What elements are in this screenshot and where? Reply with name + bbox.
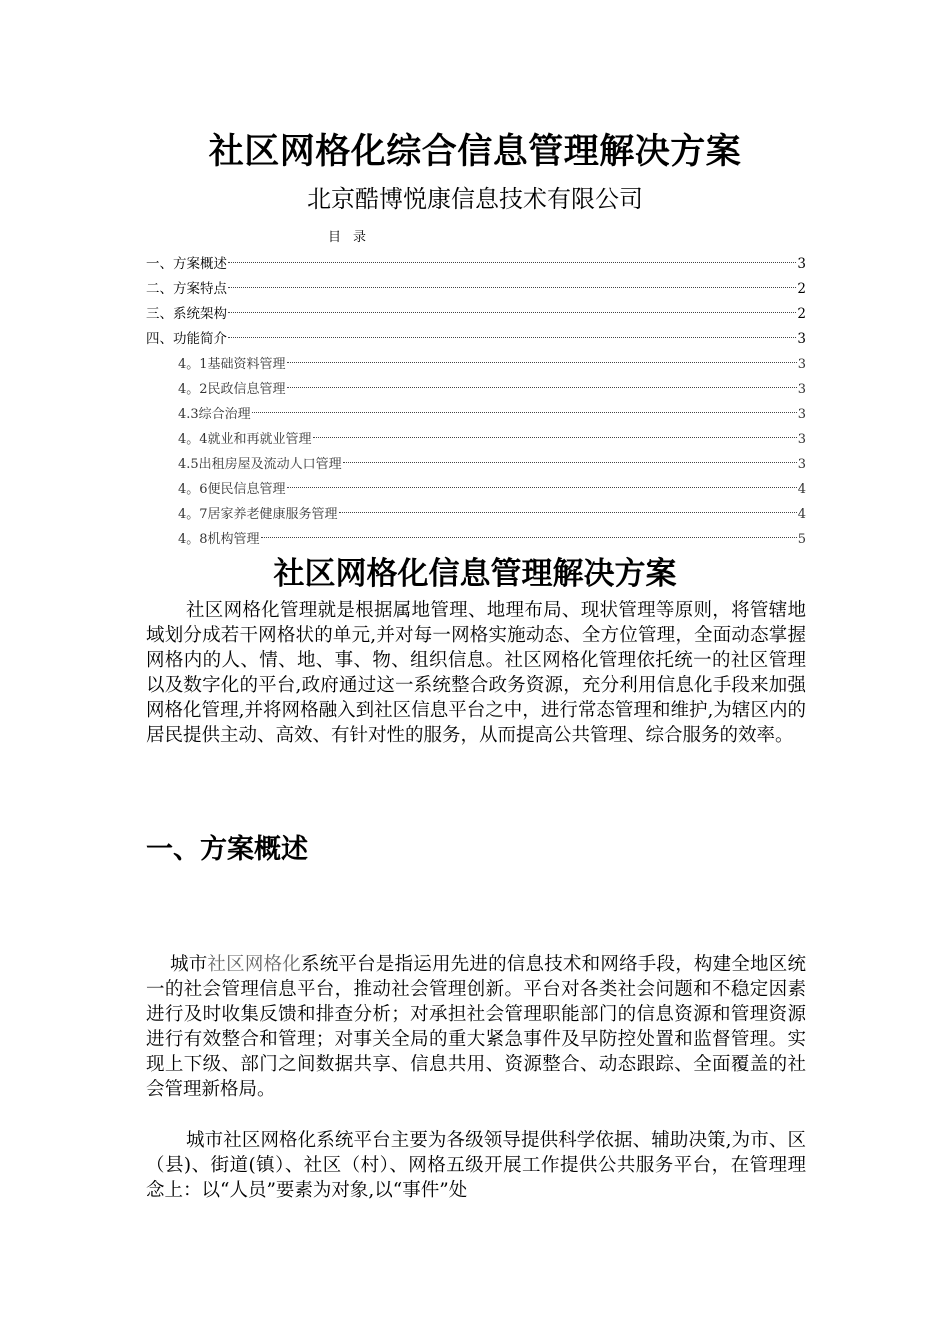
- toc-entry[interactable]: [146, 277, 806, 302]
- toc-leader: [343, 462, 797, 463]
- toc-entry-label: 4。6便民信息管理: [178, 482, 286, 497]
- overview-paragraph-1: [146, 952, 806, 1102]
- heading-overview: 一、方案概述: [146, 834, 308, 865]
- toc-leader: [287, 487, 797, 488]
- toc-leader: [228, 312, 796, 313]
- toc-entry-page: 3: [797, 357, 806, 372]
- toc-entry[interactable]: [146, 302, 806, 327]
- toc-leader: [287, 362, 797, 363]
- toc-subentry[interactable]: [146, 477, 806, 502]
- toc-entry-label: 4。2民政信息管理: [178, 382, 286, 397]
- toc-subentry[interactable]: [146, 527, 806, 552]
- toc-leader: [228, 337, 796, 338]
- toc-leader: [313, 437, 797, 438]
- toc-entry-label: 一、方案概述: [146, 256, 227, 272]
- toc-entry-label: 三、系统架构: [146, 306, 227, 322]
- toc-entry-page: 3: [797, 331, 806, 347]
- toc-entry-label: 4.3综合治理: [178, 407, 251, 422]
- toc-entry[interactable]: [146, 252, 806, 277]
- toc-leader: [261, 537, 797, 538]
- toc-entry-page: 3: [797, 256, 806, 272]
- toc-entry-label: 4。8机构管理: [178, 532, 260, 547]
- toc-entry-page: 4: [797, 507, 806, 522]
- toc-entry-page: 3: [797, 407, 806, 422]
- toc-subentry[interactable]: [146, 452, 806, 477]
- overview-paragraph-2: 城市社区网格化系统平台主要为各级领导提供科学依据、辅助决策,为市、区（县)、街道(镇）、社区（村）、网格五级开展工作提供公共服务平台，在管理理念上：以“人员”要素为对象,以“事件”处: [146, 1130, 806, 1201]
- toc-leader: [339, 512, 797, 513]
- keyword-link[interactable]: 社区网格化: [207, 954, 301, 975]
- toc-subentry[interactable]: [146, 402, 806, 427]
- toc-heading: 目录: [328, 230, 379, 245]
- toc-entry-page: 4: [797, 482, 806, 497]
- section-title: 社区网格化信息管理解决方案: [273, 556, 677, 592]
- toc-entry-label: 4.5出租房屋及流动人口管理: [178, 457, 342, 472]
- toc-leader: [287, 387, 797, 388]
- paragraph-text: 系统平台是指运用先进的信息技术和网络手段，构建全地区统一的社会管理信息平台，推动社会管理创新。平台对各类社会问题和不稳定因素进行及时收集反馈和排查分析；对承担社会管理职能部门的信息资源和管理资源进行有效整合和管理；对事关全局的重大紧急事件及早防控处置和监督管理。实现上下级、部门之间数据共享、信息共用、资源整合、动态跟踪、全面覆盖的社会管理新格局。: [146, 954, 806, 1100]
- toc-entry[interactable]: [146, 327, 806, 352]
- toc-leader: [252, 412, 797, 413]
- toc-entry-page: 5: [797, 532, 806, 547]
- paragraph-text: 城市: [170, 954, 208, 975]
- toc-leader: [228, 262, 796, 263]
- toc-entry-page: 3: [797, 432, 806, 447]
- company-name: 北京酷博悦康信息技术有限公司: [307, 185, 643, 213]
- toc-entry-label: 二、方案特点: [146, 281, 227, 297]
- toc-subentry[interactable]: [146, 427, 806, 452]
- toc-subentry[interactable]: [146, 352, 806, 377]
- toc-entry-label: 4。4就业和再就业管理: [178, 432, 312, 447]
- toc-entry-label: 4。7居家养老健康服务管理: [178, 507, 338, 522]
- toc-entry-page: 2: [797, 306, 806, 322]
- toc-entry-page: 2: [797, 281, 806, 297]
- toc-subentry[interactable]: [146, 502, 806, 527]
- document-title: 社区网格化综合信息管理解决方案: [208, 132, 742, 172]
- toc-entry-label: 4。1基础资料管理: [178, 357, 286, 372]
- intro-paragraph: 社区网格化管理就是根据属地管理、地理布局、现状管理等原则，将管辖地域划分成若干网格状的单元,并对每一网格实施动态、全方位管理，全面动态掌握网格内的人、情、地、事、物、组织信息。社区网格化管理依托统一的社区管理以及数字化的平台,政府通过这一系统整合政务资源，充分利用信息化手段来加强网格化管理,并将网格融入到社区信息平台之中，进行常态管理和维护,为辖区内的居民提供主动、高效、有针对性的服务，从而提高公共管理、综合服务的效率。: [146, 600, 806, 746]
- toc-subentry[interactable]: [146, 377, 806, 402]
- toc-entry-label: 四、功能简介: [146, 331, 227, 347]
- toc-entry-page: 3: [797, 457, 806, 472]
- table-of-contents: [146, 252, 806, 552]
- toc-leader: [228, 287, 796, 288]
- toc-entry-page: 3: [797, 382, 806, 397]
